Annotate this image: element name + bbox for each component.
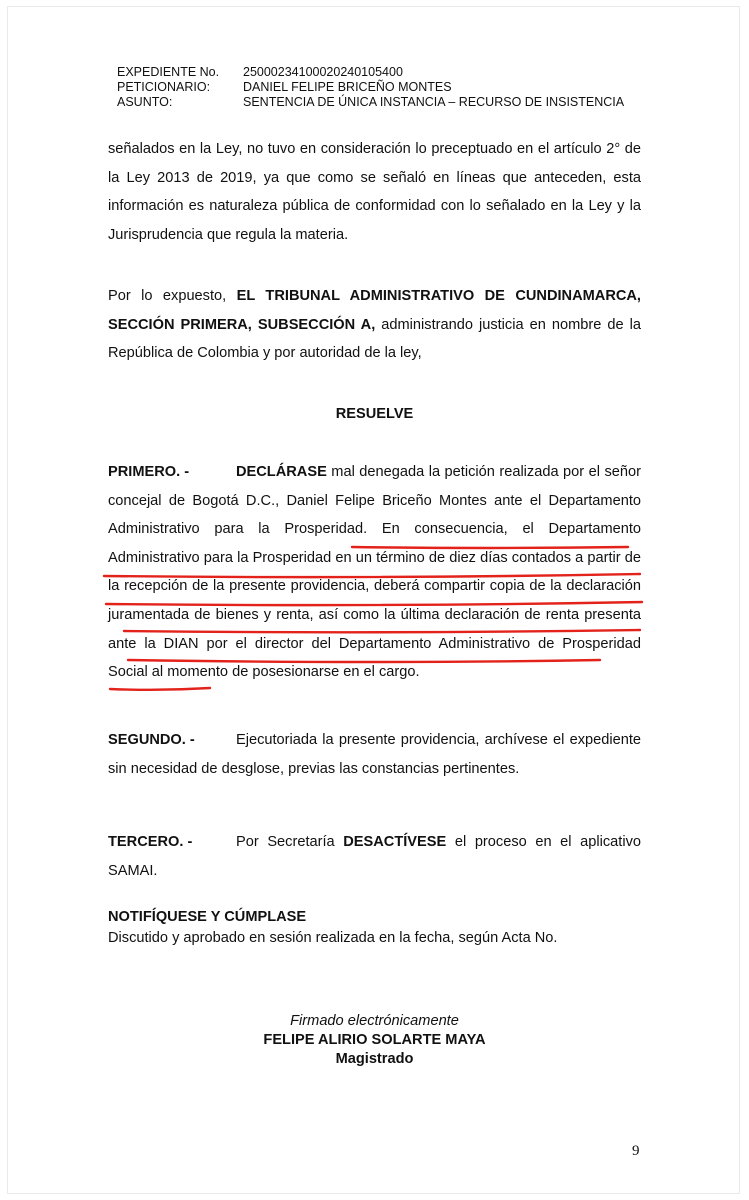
- court-name: EL TRIBUNAL ADMINISTRATIVO DE CUNDINAMARCA, SECCIÓN PRIMERA, SUBSECCIÓN A,: [108, 288, 641, 333]
- header-value: 25000234100020240105400: [243, 65, 403, 79]
- header-row-asunto: [117, 95, 624, 110]
- tercero-label: TERCERO. -: [108, 834, 193, 850]
- segundo-text: Ejecutoriada la presente providencia, archívese el expediente sin necesidad de desglose, previas las constancias pertinentes.: [108, 732, 641, 777]
- header-row-expediente: [117, 65, 624, 80]
- header-label: ASUNTO:: [117, 95, 173, 109]
- tercero-text-before: Por Secretaría: [236, 834, 344, 850]
- header-label: PETICIONARIO:: [117, 80, 211, 94]
- document-header: [117, 65, 624, 110]
- notification-block: [108, 907, 557, 949]
- paragraph-rest: administrando justicia en nombre de la República de Colombia y por autoridad de la ley,: [108, 316, 641, 362]
- header-row-peticionario: [117, 80, 624, 95]
- paragraph-tercero: [108, 828, 641, 885]
- primero-label: PRIMERO. -: [108, 464, 190, 480]
- paragraph-considerations: señalados en la Ley, no tuvo en consideración lo preceptuado en el artículo 2° de la Ley 2013 de 2019, ya que como se señaló en líneas que anteceden, esta información es naturaleza pública de conformidad con lo señalado en la Ley y la Jurisprudencia que regula la materia.: [108, 141, 641, 243]
- resuelve-heading: RESUELVE: [335, 406, 414, 422]
- signature-note: Firmado electrónicamente: [290, 1013, 459, 1029]
- header-value: SENTENCIA DE ÚNICA INSTANCIA – RECURSO DE INSISTENCIA: [243, 95, 625, 109]
- tercero-text-after: el proceso en el aplicativo SAMAI.: [108, 834, 641, 879]
- signer-name: FELIPE ALIRIO SOLARTE MAYA: [263, 1032, 486, 1048]
- paragraph-segundo: [108, 726, 641, 783]
- notification-title: NOTIFÍQUESE Y CÚMPLASE: [108, 909, 307, 925]
- paragraph-primero: [108, 458, 641, 687]
- signer-title: Magistrado: [335, 1051, 414, 1067]
- signature-block: [0, 1012, 749, 1069]
- paragraph-por-lo-expuesto: [108, 282, 641, 368]
- header-label: EXPEDIENTE No.: [117, 65, 220, 79]
- header-value: DANIEL FELIPE BRICEÑO MONTES: [243, 80, 452, 94]
- primero-bold: DECLÁRASE: [236, 464, 327, 480]
- tercero-bold: DESACTÍVESE: [343, 834, 447, 850]
- notification-text: Discutido y aprobado en sesión realizada en la fecha, según Acta No.: [108, 930, 558, 946]
- primero-text: mal denegada la petición realizada por el señor concejal de Bogotá D.C., Daniel Felipe Briceño Montes ante el Departamento Administrativo para la Prosperidad. En consecuencia, el Departamento Administrativo para la Prosperidad en un término de diez días contados a partir de la recepción de la presente providencia, deberá compartir copia de la declaración juramentada de bienes y renta, así como la última declaración de renta presenta ante la DIAN por el director del Departamento Administrativo de Prosperidad Social al momento de posesionarse en el cargo.: [108, 464, 641, 681]
- paragraph-intro: Por lo expuesto,: [108, 288, 237, 304]
- segundo-label: SEGUNDO. -: [108, 732, 195, 748]
- page-number: 9: [632, 1143, 640, 1159]
